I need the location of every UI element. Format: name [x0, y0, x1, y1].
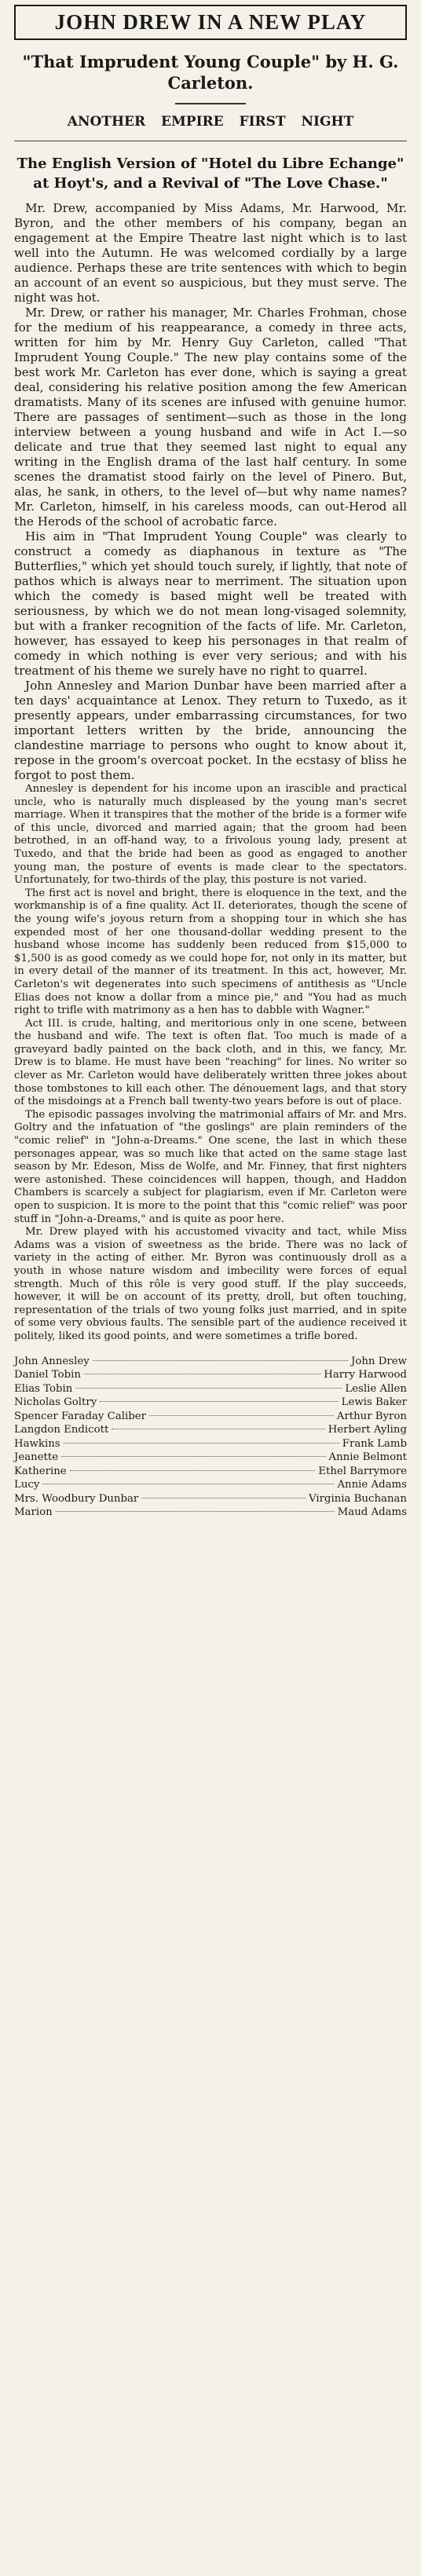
deck-subhead: ANOTHER EMPIRE FIRST NIGHT	[67, 114, 354, 130]
paragraph: Act III. is crude, halting, and meritorious only in one scene, between the husband and wife. The text is often flat. Too much is made of a graveyard badly painted on the back cloth, and in this, we fancy, Mr. Drew is to blame. He must have been "reaching" for lines. No writer so clever as Mr. Carleton would have deliberately written three jokes about those tombstones to kill each other. The dénouement lags, and that story of the misdoings at a French ball twenty-two years before is out of place.	[14, 1017, 407, 1108]
cast-row	[14, 1423, 407, 1437]
paragraph: His aim in "That Imprudent Young Couple" was clearly to construct a comedy as diaphanous in texture as "The Butterflies," which yet should touch surely, if lightly, that note of pathos which is always near to merriment. The situation upon which the comedy is based might well be treated with seriousness, by which we do not mean long-visaged solemnity, but with a franker recognition of the facts of life. Mr. Carleton, however, has essayed to keep his personages in that realm of comedy in which nothing is ever very serious; and with his treatment of his theme we surely have no right to quarrel.	[14, 529, 407, 678]
cast-row	[14, 1437, 407, 1451]
paragraph: Annesley is dependent for his income upon an irascible and practical uncle, who is naturally much displeased by the young man's secret marriage. When it transpires that the mother of the bride is a former wife of this uncle, divorced and married again; that the groom had been betrothed, in an off-hand way, to a frivolous young lady, present at Tuxedo, and that the bride had been as good as engaged to another young man, the posture of events is made clear to the spectators. Unfortunately, for two-thirds of the play, this posture is not varied.	[14, 783, 407, 887]
cast-role: Elias Tobin	[14, 1382, 73, 1395]
cast-actor: Arthur Byron	[336, 1410, 407, 1422]
paragraph: The first act is novel and bright, there is eloquence in the text, and the workmanship is of a fine quality. Act II. deteriorates, though the scene of the young wife's joyous return from a shopping tour in which she has expended most of her one thousand-dollar wedding present to the husband whose income has suddenly been reduced from $15,000 to $1,500 is as good comedy as we could hope for, not only in its matter, but in every detail of the manner of its treatment. In this act, however, Mr. Carleton's wit degenerates into such specimens of antithesis as "Uncle Elias does not know a dollar from a mince pie," and "You had as much right to trifle with matrimony as a hen has to dabble with Wagner."	[14, 887, 407, 1017]
cast-list	[14, 1355, 407, 1520]
paragraph: Mr. Drew, accompanied by Miss Adams, Mr. Harwood, Mr. Byron, and the other members of his company, began an engagement at the Empire Theatre last night which is to last well into the Autumn. He was welcomed cordially by a large audience. Perhaps these are trite sentences with which to begin an account of an event so auspicious, but they must serve. The night was hot.	[14, 201, 407, 305]
deck-summary: The English Version of "Hotel du Libre Echange" at Hoyt's, and a Revival of "The Love Chase."	[16, 156, 405, 192]
cast-actor: Virginia Buchanan	[308, 1492, 407, 1505]
cast-actor: Leslie Allen	[345, 1382, 407, 1395]
cast-actor: Lewis Baker	[341, 1396, 407, 1409]
cast-row	[14, 1355, 407, 1369]
cast-actor: Annie Belmont	[328, 1451, 407, 1464]
leader-dots	[64, 1443, 339, 1444]
cast-row	[14, 1396, 407, 1410]
cast-role: Hawkins	[14, 1437, 60, 1450]
cast-actor: Maud Adams	[337, 1506, 407, 1519]
leader-dots	[149, 1415, 334, 1416]
cast-actor: Ethel Barrymore	[318, 1465, 407, 1477]
cast-row	[14, 1382, 407, 1396]
cast-actor: Harry Harwood	[324, 1369, 407, 1381]
headline: JOHN DREW IN A NEW PLAY	[14, 5, 407, 40]
article-body	[14, 201, 407, 1344]
leader-dots	[70, 1470, 316, 1471]
cast-row	[14, 1506, 407, 1520]
cast-role: Katherine	[14, 1465, 67, 1477]
cast-role: Lucy	[14, 1479, 40, 1491]
cast-actor: Annie Adams	[337, 1479, 407, 1491]
cast-role: Jeanette	[14, 1451, 59, 1464]
cast-row	[14, 1465, 407, 1479]
deck-play-title: "That Imprudent Young Couple" by H. G. Carleton.	[22, 52, 399, 93]
cast-actor: John Drew	[351, 1355, 407, 1367]
cast-row	[14, 1492, 407, 1506]
cast-row	[14, 1451, 407, 1465]
paragraph: Mr. Drew, or rather his manager, Mr. Charles Frohman, chose for the medium of his reappearance, a comedy in three acts, written for him by Mr. Henry Guy Carleton, called "That Imprudent Young Couple." The new play contains some of the best work Mr. Carleton has ever done, which is saying a great deal, considering his relative position among the few American dramatists. Many of its scenes are infused with genuine humor. There are passages of sentiment—such as those in the long interview between a young husband and wife in Act I.—so delicate and true that they seemed last night to equal any writing in the English drama of the last half century. In some scenes the dramatist stood fairly on the level of Pinero. But, alas, he sank, in others, to the level of—but why name names? Mr. Carleton, himself, in his careless moods, can out-Herod all the Herods of the school of acrobatic farce.	[14, 306, 407, 529]
cast-role: John Annesley	[14, 1355, 90, 1367]
cast-role: Daniel Tobin	[14, 1369, 81, 1381]
leader-dots	[56, 1511, 335, 1512]
leader-dots	[93, 1360, 348, 1361]
cast-row	[14, 1368, 407, 1382]
cast-actor: Herbert Ayling	[328, 1424, 407, 1436]
leader-dots	[61, 1456, 325, 1457]
paragraph: Mr. Drew played with his accustomed vivacity and tact, while Miss Adams was a vision of sweetness as the bride. There was no lack of variety in the acting of either. Mr. Byron was continuously droll as a youth in whose nature wisdom and imbecility were forces of equal strength. Much of this rôle is very good stuff. If the play succeeds, however, it will be on account of its pretty, droll, but often touching, representation of the trials of two young folks just married, and in spite of some very obvious faults. The sensible part of the audience received it politely, liked its good points, and were sometimes a trifle bored.	[14, 1226, 407, 1342]
cast-role: Marion	[14, 1506, 53, 1519]
leader-dots	[100, 1401, 338, 1402]
leader-dots	[75, 1388, 342, 1389]
paragraph: John Annesley and Marion Dunbar have been married after a ten days' acquaintance at Lenox. They return to Tuxedo, as it presently appears, under embarrassing circumstances, for two important letters written by the bride, announcing the clandestine marriage to persons who ought to know about it, repose in the groom's overcoat pocket. In the ecstasy of bliss he forgot to post them.	[14, 679, 407, 782]
cast-actor: Frank Lamb	[342, 1437, 407, 1450]
cast-role: Spencer Faraday Caliber	[14, 1410, 147, 1422]
cast-role: Nicholas Goltry	[14, 1396, 97, 1409]
cast-row	[14, 1410, 407, 1424]
paragraph: The episodic passages involving the matrimonial affairs of Mr. and Mrs. Goltry and the infatuation of "the goslings" are plain reminders of the "comic relief" in "John-a-Dreams." One scene, the last in which these personages appear, was so much like that acted on the same stage last season by Mr. Edeson, Miss de Wolfe, and Mr. Finney, that first nighters were astonished. These coincidences will happen, though, and Haddon Chambers is scarcely a subject for plagiarism, even if Mr. Carleton were open to suspicion. It is more to the point that this "comic relief" was poor stuff in "John-a-Dreams," and is quite as poor here.	[14, 1108, 407, 1225]
cast-role: Mrs. Woodbury Dunbar	[14, 1492, 139, 1505]
divider	[175, 103, 246, 104]
cast-role: Langdon Endicott	[14, 1424, 109, 1436]
cast-row	[14, 1478, 407, 1492]
